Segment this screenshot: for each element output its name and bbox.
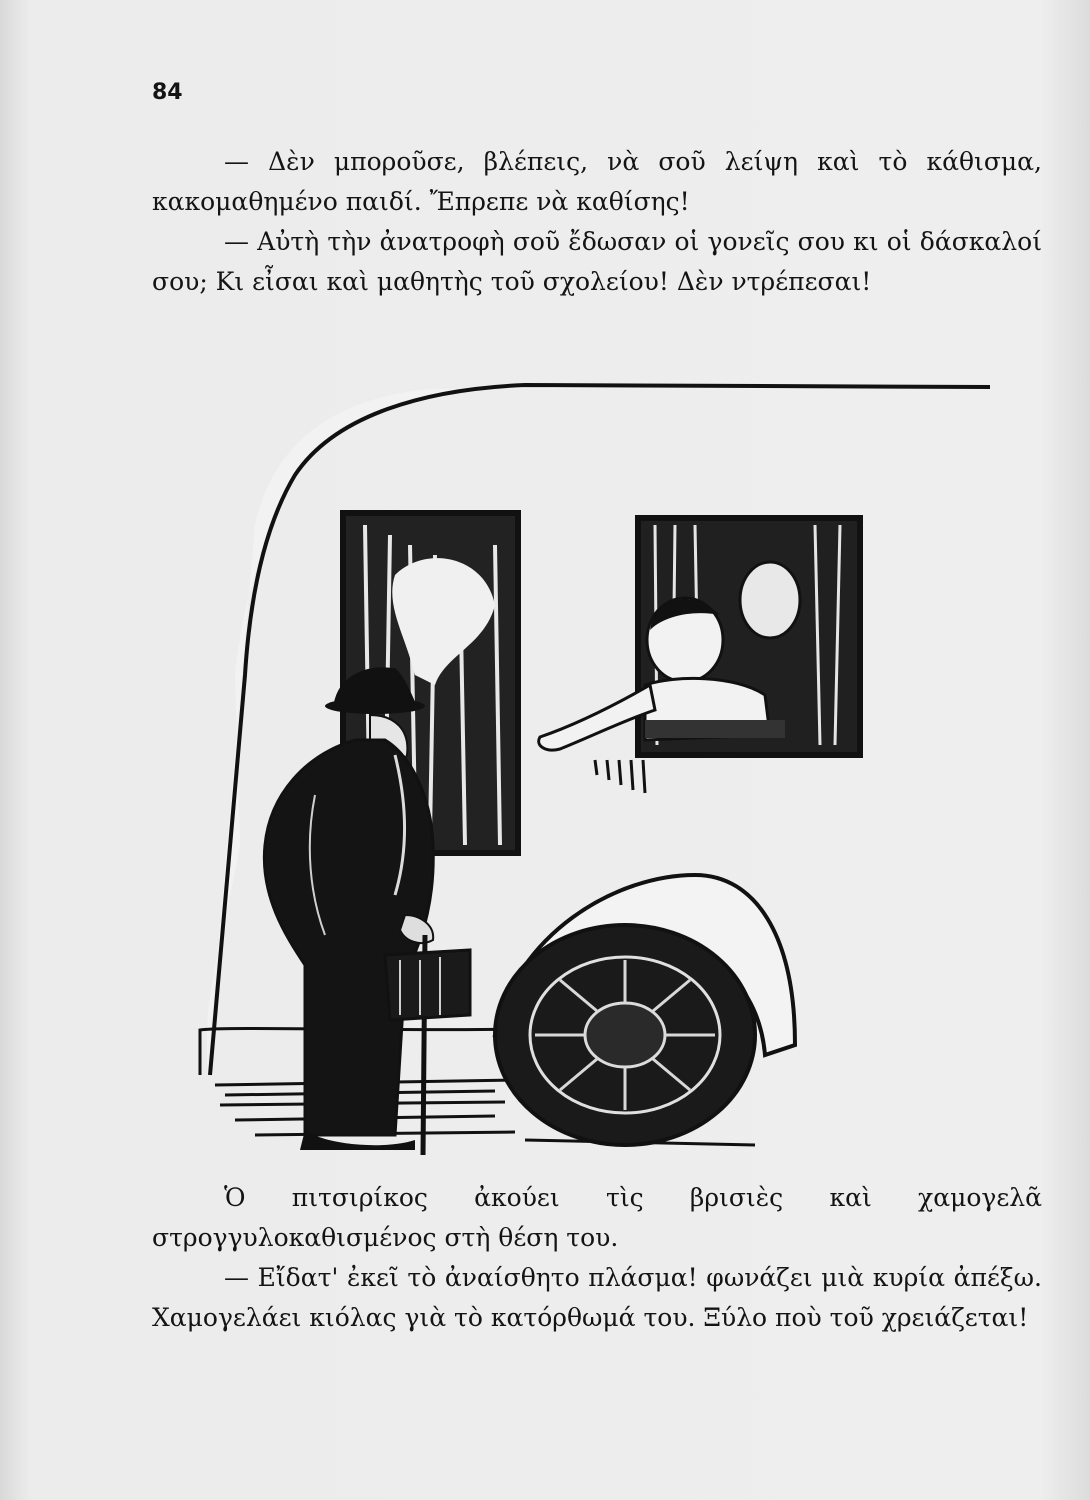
paragraph: Ὁ πιτσιρίκος ἀκούει τὶς βρισιὲς καὶ χαμογελᾶ στρογγυλοκαθισμένος στὴ θέση του. <box>152 1183 1042 1252</box>
bottom-text-block <box>152 1178 1042 1338</box>
paragraph: — Δὲν μποροῦσε, βλέπεις, νὰ σοῦ λείψη καὶ τὸ κάθισμα, κακομαθημένο παιδί. Ἔπρεπε νὰ καθίσης! <box>152 147 1042 216</box>
paragraph: — Εἴδατ' ἐκεῖ τὸ ἀναίσθητο πλάσμα! φωνάζει μιὰ κυρία ἀπέξω. Χαμογελάει κιόλας γιὰ τὸ κατόρθωμά του. Ξύλο ποὺ τοῦ χρειάζεται! <box>152 1263 1042 1332</box>
top-text-block <box>152 142 1042 302</box>
paragraph: — Αὐτὴ τὴν ἀνατροφὴ σοῦ ἔδωσαν οἱ γονεῖς σου κι οἱ δάσκαλοί σου; Κι εἶσαι καὶ μαθητὴς τοῦ σχολείου! Δὲν ντρέπεσαι! <box>152 227 1042 296</box>
page-number: 84 <box>152 80 183 105</box>
tram-illustration <box>195 375 995 1165</box>
bus-step <box>385 950 470 1020</box>
